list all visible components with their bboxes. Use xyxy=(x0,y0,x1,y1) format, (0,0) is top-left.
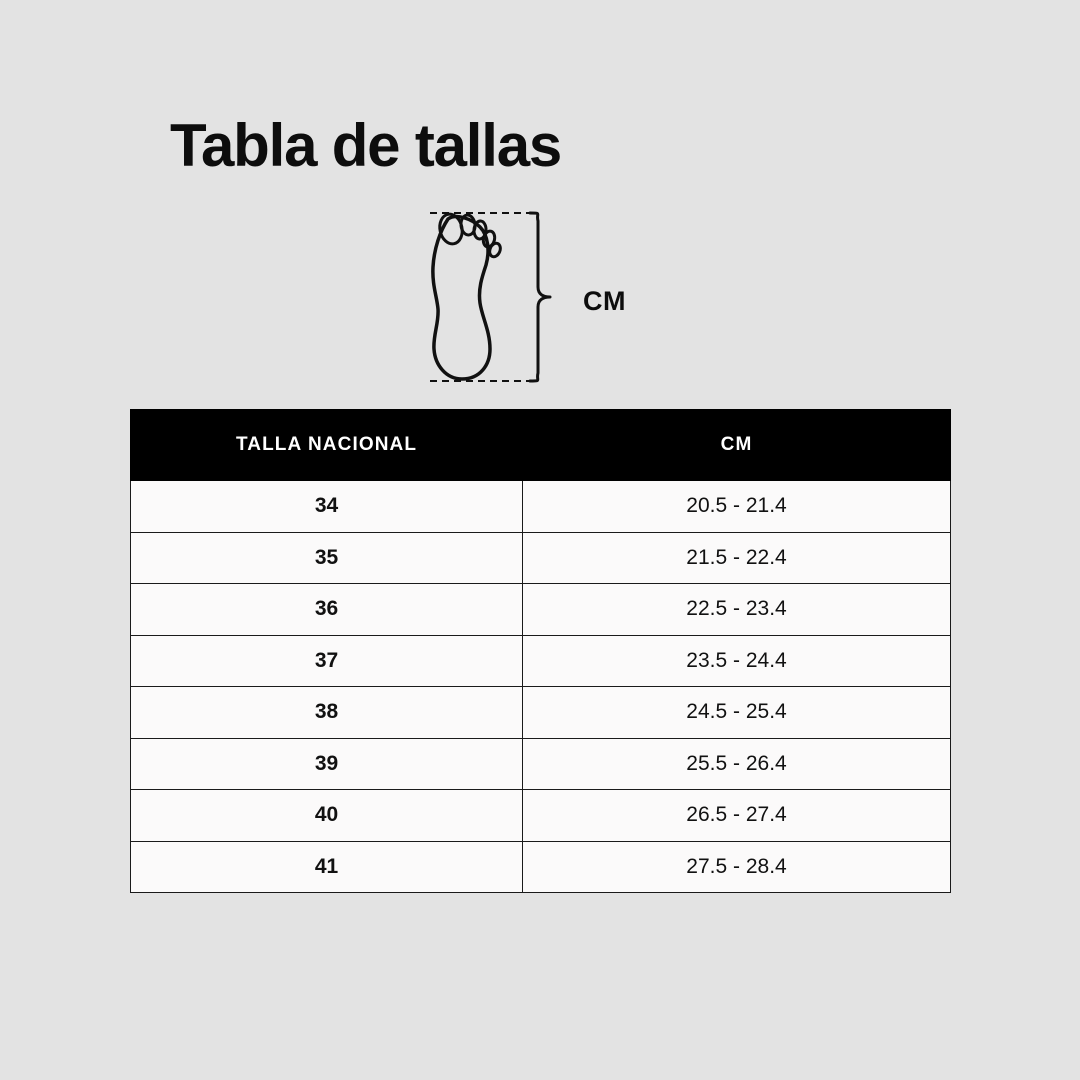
cm-measure-label: CM xyxy=(583,286,626,316)
measurement-brace-icon xyxy=(530,213,550,381)
table-row xyxy=(131,635,951,687)
foot-sole-icon xyxy=(433,212,502,379)
cell-cm: 27.5 - 28.4 xyxy=(523,841,951,893)
cell-cm: 26.5 - 27.4 xyxy=(523,790,951,842)
cell-cm: 22.5 - 23.4 xyxy=(523,584,951,636)
cell-size: 39 xyxy=(131,738,523,790)
table-row xyxy=(131,687,951,739)
cell-size: 37 xyxy=(131,635,523,687)
page-title: Tabla de tallas xyxy=(170,112,562,179)
table-row xyxy=(131,584,951,636)
cell-cm: 23.5 - 24.4 xyxy=(523,635,951,687)
cell-cm: 21.5 - 22.4 xyxy=(523,532,951,584)
cell-size: 41 xyxy=(131,841,523,893)
cell-cm: 20.5 - 21.4 xyxy=(523,481,951,533)
table-header xyxy=(131,410,951,481)
cell-cm: 24.5 - 25.4 xyxy=(523,687,951,739)
cell-size: 36 xyxy=(131,584,523,636)
cell-size: 35 xyxy=(131,532,523,584)
foot-measurement-diagram xyxy=(410,205,680,395)
cell-cm: 25.5 - 26.4 xyxy=(523,738,951,790)
cell-size: 34 xyxy=(131,481,523,533)
table-row xyxy=(131,481,951,533)
column-header-talla-nacional: TALLA NACIONAL xyxy=(131,410,523,481)
table-row xyxy=(131,790,951,842)
table-row xyxy=(131,532,951,584)
cell-size: 40 xyxy=(131,790,523,842)
table-row xyxy=(131,841,951,893)
cell-size: 38 xyxy=(131,687,523,739)
table-body xyxy=(131,481,951,893)
table-header-row xyxy=(131,410,951,481)
size-table xyxy=(130,409,951,893)
column-header-cm: CM xyxy=(523,410,951,481)
table-row xyxy=(131,738,951,790)
